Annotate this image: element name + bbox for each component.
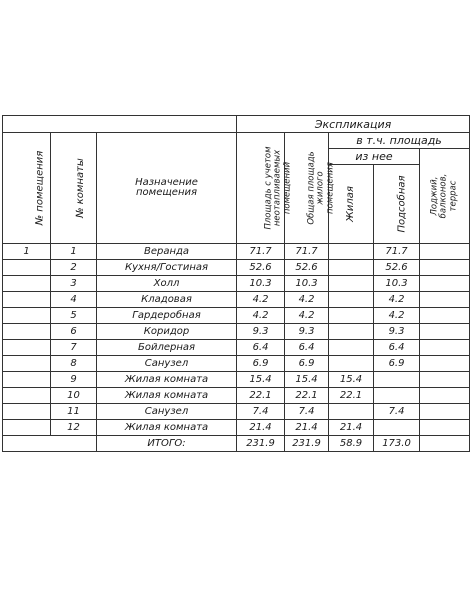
title-left-blank (3, 116, 237, 133)
room-number-cell: 10 (51, 388, 97, 404)
total-area-total: 231.9 (237, 436, 285, 452)
header-room-count: № комнаты (51, 133, 97, 244)
area-total-cell: 4.2 (237, 292, 285, 308)
table-row (3, 292, 470, 308)
room-no-cell (3, 356, 51, 372)
room-number-cell: 4 (51, 292, 97, 308)
area-total-cell: 21.4 (237, 420, 285, 436)
living-area-cell (329, 292, 374, 308)
area-total-cell: 15.4 (237, 372, 285, 388)
area-living-total-cell: 9.3 (285, 324, 329, 340)
room-no-cell: 1 (3, 244, 51, 260)
aux-area-cell: 4.2 (374, 292, 420, 308)
room-no-cell (3, 308, 51, 324)
table-row (3, 372, 470, 388)
total-aux: 173.0 (374, 436, 420, 452)
area-living-total-cell: 21.4 (285, 420, 329, 436)
area-living-total-cell: 22.1 (285, 388, 329, 404)
area-living-total-cell: 52.6 (285, 260, 329, 276)
total-row (3, 436, 470, 452)
area-total-cell: 71.7 (237, 244, 285, 260)
total-loggia (420, 436, 470, 452)
header-auxiliary: Подсобная (374, 165, 420, 244)
room-number-cell: 11 (51, 404, 97, 420)
area-total-cell: 7.4 (237, 404, 285, 420)
table-row (3, 420, 470, 436)
living-area-cell (329, 404, 374, 420)
total-living: 58.9 (329, 436, 374, 452)
room-number-cell: 12 (51, 420, 97, 436)
room-no-cell (3, 340, 51, 356)
area-total-cell: 6.4 (237, 340, 285, 356)
header-area-living-total: Общая площадь жилого помещения (285, 133, 329, 244)
room-name-cell: Бойлерная (97, 340, 237, 356)
room-no-cell (3, 260, 51, 276)
area-total-cell: 9.3 (237, 324, 285, 340)
living-area-cell (329, 324, 374, 340)
loggia-area-cell (420, 276, 470, 292)
aux-area-cell: 52.6 (374, 260, 420, 276)
room-no-cell (3, 404, 51, 420)
living-area-cell: 22.1 (329, 388, 374, 404)
total-label: ИТОГО: (97, 436, 237, 452)
living-area-cell (329, 356, 374, 372)
aux-area-cell (374, 372, 420, 388)
aux-area-cell: 10.3 (374, 276, 420, 292)
room-name-cell: Гардеробная (97, 308, 237, 324)
room-name-cell: Коридор (97, 324, 237, 340)
table-row (3, 340, 470, 356)
living-area-cell (329, 276, 374, 292)
header-incl-area: в т.ч. площадь (329, 133, 470, 149)
loggia-area-cell (420, 308, 470, 324)
table-row (3, 324, 470, 340)
area-total-cell: 22.1 (237, 388, 285, 404)
room-no-cell (3, 276, 51, 292)
aux-area-cell: 4.2 (374, 308, 420, 324)
table-title: Экспликация (237, 116, 470, 133)
living-area-cell (329, 308, 374, 324)
room-no-cell (3, 324, 51, 340)
area-living-total-cell: 4.2 (285, 292, 329, 308)
room-no-cell (3, 420, 51, 436)
table-row (3, 260, 470, 276)
header-of-which: из нее (329, 149, 420, 165)
room-name-cell: Жилая комната (97, 388, 237, 404)
area-living-total-cell: 15.4 (285, 372, 329, 388)
room-name-cell: Жилая комната (97, 372, 237, 388)
room-number-cell: 7 (51, 340, 97, 356)
area-total-cell: 10.3 (237, 276, 285, 292)
loggia-area-cell (420, 388, 470, 404)
aux-area-cell (374, 388, 420, 404)
area-living-total-cell: 4.2 (285, 308, 329, 324)
explication-table (2, 115, 470, 452)
loggia-area-cell (420, 404, 470, 420)
header-loggias: Лоджий, балконов, террас (420, 149, 470, 244)
area-living-total-cell: 10.3 (285, 276, 329, 292)
living-area-cell: 21.4 (329, 420, 374, 436)
header-living: Жилая (329, 165, 374, 244)
room-number-cell: 2 (51, 260, 97, 276)
area-total-cell: 4.2 (237, 308, 285, 324)
total-blank-cell (3, 436, 97, 452)
living-area-cell: 15.4 (329, 372, 374, 388)
loggia-area-cell (420, 244, 470, 260)
table-row (3, 388, 470, 404)
loggia-area-cell (420, 324, 470, 340)
loggia-area-cell (420, 372, 470, 388)
room-name-cell: Санузел (97, 356, 237, 372)
loggia-area-cell (420, 340, 470, 356)
header-room-no: № помещения (3, 133, 51, 244)
table-row (3, 404, 470, 420)
loggia-area-cell (420, 420, 470, 436)
table-row (3, 244, 470, 260)
loggia-area-cell (420, 356, 470, 372)
room-name-cell: Кухня/Гостиная (97, 260, 237, 276)
room-name-cell: Санузел (97, 404, 237, 420)
aux-area-cell: 9.3 (374, 324, 420, 340)
room-no-cell (3, 292, 51, 308)
room-number-cell: 1 (51, 244, 97, 260)
living-area-cell (329, 244, 374, 260)
room-name-cell: Холл (97, 276, 237, 292)
aux-area-cell: 7.4 (374, 404, 420, 420)
room-number-cell: 9 (51, 372, 97, 388)
header-area-total-unheated: Площадь с учетом неотапливаемых помещений (237, 133, 285, 244)
room-number-cell: 8 (51, 356, 97, 372)
living-area-cell (329, 260, 374, 276)
loggia-area-cell (420, 292, 470, 308)
room-name-cell: Кладовая (97, 292, 237, 308)
area-living-total-cell: 71.7 (285, 244, 329, 260)
total-area-living-total: 231.9 (285, 436, 329, 452)
room-number-cell: 5 (51, 308, 97, 324)
room-name-cell: Жилая комната (97, 420, 237, 436)
area-living-total-cell: 7.4 (285, 404, 329, 420)
room-name-cell: Веранда (97, 244, 237, 260)
table-row (3, 356, 470, 372)
aux-area-cell (374, 420, 420, 436)
area-living-total-cell: 6.9 (285, 356, 329, 372)
aux-area-cell: 6.9 (374, 356, 420, 372)
area-total-cell: 6.9 (237, 356, 285, 372)
room-number-cell: 3 (51, 276, 97, 292)
room-no-cell (3, 372, 51, 388)
living-area-cell (329, 340, 374, 356)
table-row (3, 276, 470, 292)
area-total-cell: 52.6 (237, 260, 285, 276)
room-no-cell (3, 388, 51, 404)
aux-area-cell: 6.4 (374, 340, 420, 356)
header-purpose: Назначение помещения (97, 133, 237, 244)
aux-area-cell: 71.7 (374, 244, 420, 260)
table-row (3, 308, 470, 324)
area-living-total-cell: 6.4 (285, 340, 329, 356)
loggia-area-cell (420, 260, 470, 276)
room-number-cell: 6 (51, 324, 97, 340)
